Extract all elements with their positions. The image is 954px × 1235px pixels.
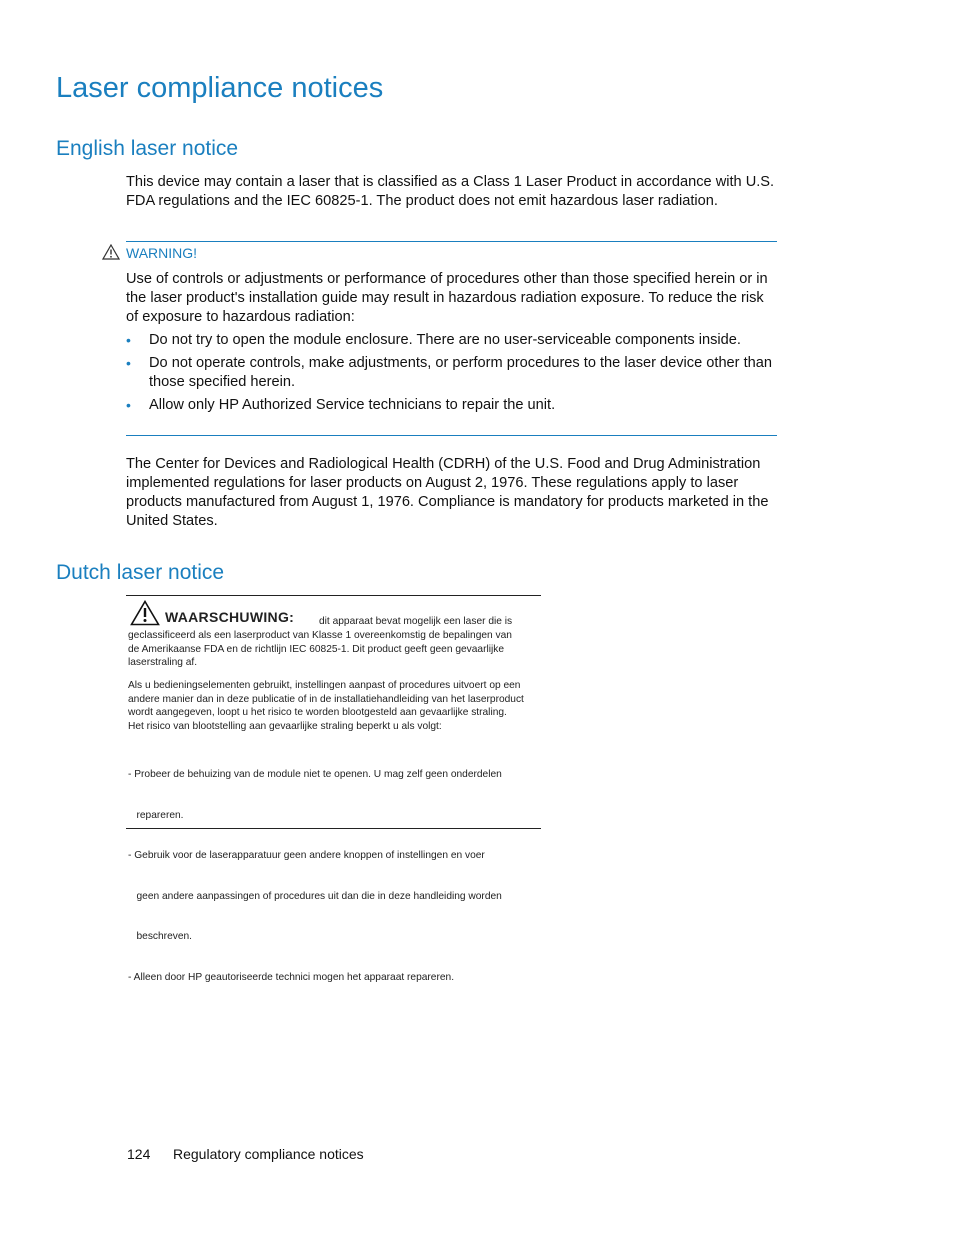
dutch-line: Het risico van blootstelling aan gevaarlijke straling beperkt u als volgt: bbox=[128, 720, 442, 732]
dutch-notice-box bbox=[126, 595, 541, 983]
dutch-warning-icon bbox=[130, 600, 160, 626]
dutch-line: Als u bedieningselementen gebruikt, instellingen aanpast of procedures uitvoert op een bbox=[128, 680, 521, 691]
warning-top-rule bbox=[126, 241, 777, 242]
cdrh-paragraph bbox=[126, 455, 768, 531]
warning-label: WARNING! bbox=[126, 245, 198, 261]
english-intro-line: FDA regulations and the IEC 60825-1. The product does not emit hazardous laser radiation. bbox=[126, 193, 718, 209]
english-intro bbox=[126, 173, 774, 211]
cdrh-line: implemented regulations for laser products on August 2, 1976. These regulations apply to laser bbox=[126, 475, 739, 491]
cdrh-line: The Center for Devices and Radiological Health (CDRH) of the U.S. Food and Drug Administration bbox=[126, 456, 761, 472]
warning-text bbox=[126, 270, 768, 327]
dutch-line: geclassificeerd als een laserproduct van Klasse 1 overeenkomstig de bepalingen van bbox=[128, 630, 512, 641]
dutch-line: de Amerikaanse FDA en de richtlijn IEC 60825-1. Dit product geeft geen gevaarlijke bbox=[128, 643, 505, 655]
english-intro-line: This device may contain a laser that is classified as a Class 1 Laser Product in accordance with U.S. bbox=[126, 174, 775, 190]
warning-line: the laser product's installation guide may result in hazardous radiation exposure. To reduce the risk bbox=[126, 290, 764, 306]
bullet-dot: • bbox=[126, 355, 131, 371]
dutch-line: wordt aangegeven, loopt u het risico te worden blootgesteld aan gevaarlijke straling. bbox=[128, 707, 507, 718]
page-number: 124 bbox=[127, 1146, 151, 1162]
dutch-paragraph-1 bbox=[128, 629, 512, 670]
dutch-list-line: repareren. bbox=[128, 809, 184, 821]
warning-line: of exposure to hazardous radiation: bbox=[126, 309, 355, 325]
dutch-list bbox=[128, 741, 502, 1011]
dutch-first-line: dit apparaat bevat mogelijk een laser die is bbox=[319, 616, 513, 627]
dutch-list-line: beschreven. bbox=[128, 931, 192, 942]
dutch-warning-label: WAARSCHUWING: bbox=[165, 609, 295, 625]
dutch-list-line: - Alleen door HP geautoriseerde technici mogen het apparaat repareren. bbox=[128, 971, 455, 983]
dutch-paragraph-2 bbox=[128, 679, 524, 733]
bullet-line: Allow only HP Authorized Service technicians to repair the unit. bbox=[149, 397, 556, 413]
english-notice-heading: English laser notice bbox=[56, 137, 239, 160]
dutch-list-line: - Gebruik voor de laserapparatuur geen andere knoppen of instellingen en voer bbox=[128, 850, 485, 861]
footer-section-title: Regulatory compliance notices bbox=[173, 1146, 364, 1162]
dutch-list-line: geen andere aanpassingen of procedures uit dan die in deze handleiding worden bbox=[128, 890, 502, 902]
bullet-line: those specified herein. bbox=[149, 374, 296, 390]
warning-icon bbox=[102, 244, 120, 260]
warning-bullet-1 bbox=[149, 331, 741, 350]
dutch-notice-heading: Dutch laser notice bbox=[56, 561, 225, 584]
warning-bullet-3 bbox=[149, 396, 555, 415]
warning-bullet-2 bbox=[149, 354, 772, 392]
bullet-line: Do not try to open the module enclosure. There are no user-serviceable components inside. bbox=[149, 332, 741, 348]
warning-line: Use of controls or adjustments or performance of procedures other than those specified herein or in bbox=[126, 271, 768, 287]
cdrh-line: products manufactured from August 1, 1976. Compliance is mandatory for products marketed in the bbox=[126, 494, 769, 510]
bullet-dot: • bbox=[126, 397, 131, 413]
dutch-list-line: - Probeer de behuizing van de module niet te openen. U mag zelf geen onderdelen bbox=[128, 769, 502, 780]
cdrh-line: United States. bbox=[126, 513, 218, 529]
page-title: Laser compliance notices bbox=[56, 72, 384, 104]
warning-bottom-rule bbox=[126, 435, 777, 436]
bullet-line: Do not operate controls, make adjustments, or perform procedures to the laser device other than bbox=[149, 355, 772, 371]
bullet-dot: • bbox=[126, 332, 131, 348]
dutch-line: andere manier dan in deze publicatie of in de installatiehandleiding van het laserproduct bbox=[128, 693, 524, 705]
dutch-line: laserstraling af. bbox=[128, 657, 198, 668]
